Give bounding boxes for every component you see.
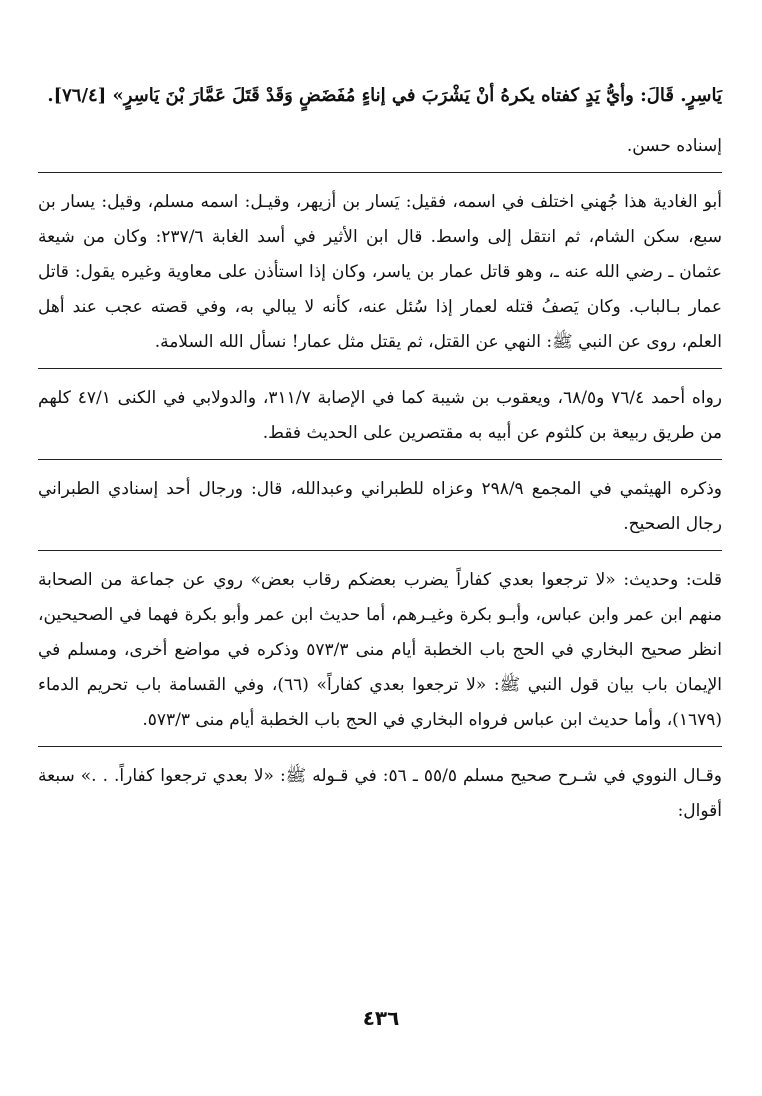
page-body [38, 78, 722, 829]
hadith-continuation: يَاسِرٍ. قَالَ: وأيُّ يَدٍ كفتاه يكرهُ أنْ يَشْرَبَ في إناءٍ مُفَضَضٍ وَقَدْ قَتَلَ عَمَّارَ بْنَ يَاسِرٍ» [٧٦/٤]. [47, 85, 722, 106]
isnad-grade: إسناده حسن. [626, 136, 722, 156]
takhrij-paragraph: رواه أحمد ٧٦/٤ و٦٨/٥، ويعقوب بن شيبة كما في الإصابة ٣١١/٧، والدولابي في الكنى ٤٧/١ كلهم من طريق ربيعة بن كلثوم عن أبيه به مقتصرين على الحديث فقط. [38, 388, 722, 443]
separator-line [38, 550, 722, 551]
separator-line [38, 368, 722, 369]
spacer [38, 113, 722, 129]
page-number: ٤٣٦ [362, 1006, 400, 1030]
narrator-biography: أبو الغادية هذا جُهني اختلف في اسمه، فقيل: يَسار بن أزيهر، وقيـل: اسمه مسلم، وقيل: يسار بن سبع، سكن الشام، ثم انتقل إلى واسط. قال ابن الأثير في أسد الغابة ٢٣٧/٦: وكان من شيعة عثمان ـ رضي الله عنه ـ، وهو قاتل عمار بن ياسر، وكان إذا استأذن على معاوية وغيره يقول: قاتل عمار بـالباب. وكان يَصفُ قتله لعمار إذا سُئل عنه، كأنه لا يبالي به، وفي قصته عجب عند أهل العلم، روى عن النبي ﷺ: النهي عن القتل، ثم يقتل مثل عمار! نسأل الله السلامة. [38, 192, 722, 352]
commentary-paragraph: قلت: وحديث: «لا ترجعوا بعدي كفاراً يضرب بعضكم رقاب بعض» روي عن جماعة من الصحابة منهم ابن عمر وابن عباس، وأبـو بكرة وغيـرهم، أما حديث ابن عمر وأبو بكرة فهما في الصحيحين، انظر صحيح البخاري في الحج باب الخطبة أيام منى ٥٧٣/٣ وذكره في مواضع أخرى، ومسلم في الإيمان باب بيان قول النبي ﷺ: «لا ترجعوا بعدي كفاراً» (٦٦)، وفي القسامة باب تحريم الدماء (١٦٧٩)، وأما حديث ابن عباس فرواه البخاري في الحج باب الخطبة أيام منى ٥٧٣/٣. [38, 570, 722, 730]
separator-line [38, 746, 722, 747]
haythami-paragraph: وذكره الهيثمي في المجمع ٢٩٨/٩ وعزاه للطبراني وعبدالله، قال: ورجال أحد إسنادي الطبراني رجال الصحيح. [38, 479, 722, 534]
separator-line [38, 172, 722, 173]
nawawi-paragraph: وقـال النووي في شـرح صحيح مسلم ٥٥/٥ ـ ٥٦: في قـوله ﷺ: «لا بعدي ترجعوا كفاراً. . .» سبعة أقوال: [38, 766, 723, 821]
separator-line [38, 459, 722, 460]
